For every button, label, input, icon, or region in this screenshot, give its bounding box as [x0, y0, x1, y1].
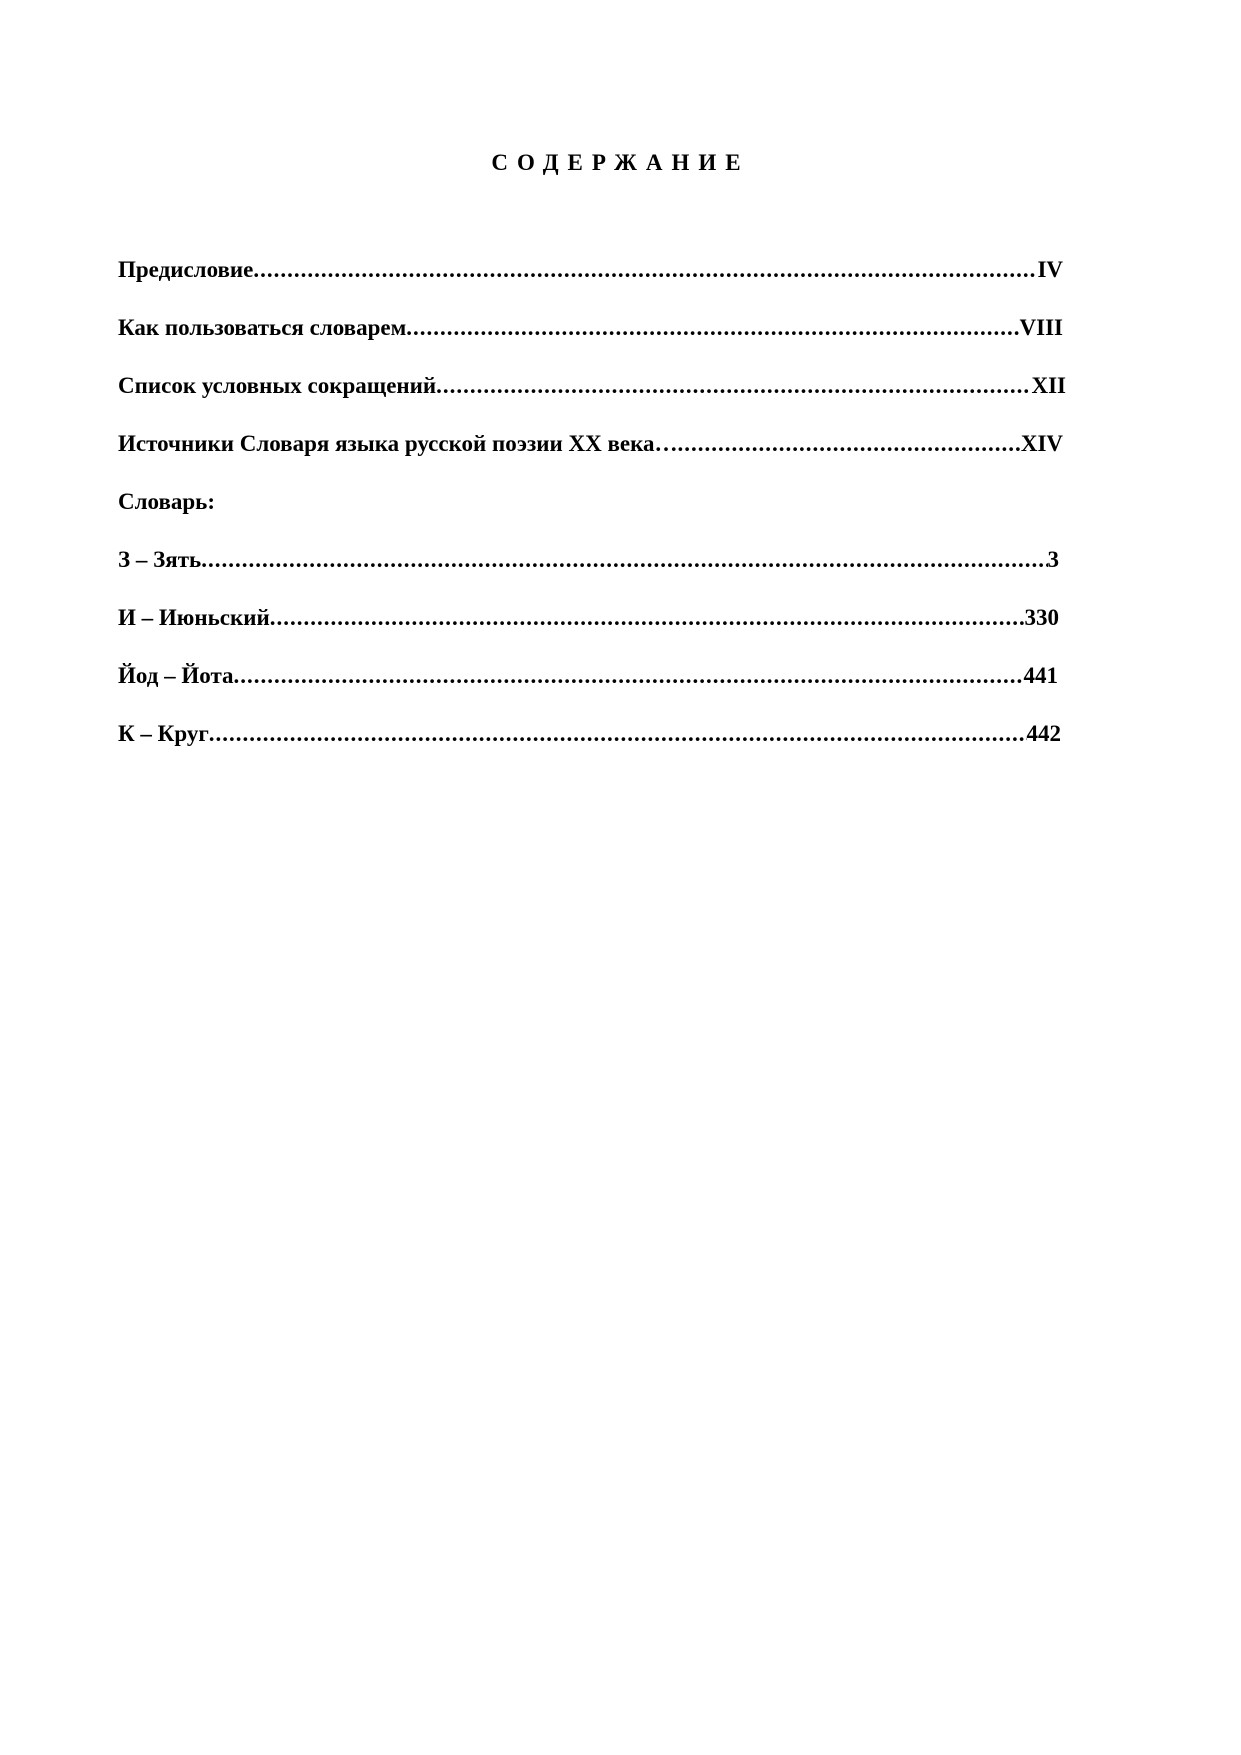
toc-entry-page: XIV: [1020, 431, 1063, 456]
toc-entry-abbreviations: [118, 371, 1066, 429]
toc-entry-preface: [118, 255, 1063, 313]
toc-entry-label: К – Круг: [118, 721, 209, 746]
toc-entry-page: 441: [1023, 663, 1058, 688]
toc-entry-label: Список условных сокращений: [118, 373, 437, 398]
toc-entry-dictionary: [118, 487, 1078, 545]
page-title: СОДЕРЖАНИЕ: [491, 150, 750, 175]
table-of-contents: [118, 255, 1078, 777]
toc-entry-k: [118, 719, 1061, 777]
toc-entry-label: Предисловие: [118, 257, 254, 282]
toc-entry-page: 442: [1026, 721, 1061, 746]
toc-entry-sources: [118, 429, 1063, 487]
dot-leader: [253, 255, 1037, 285]
toc-entry-page: XII: [1031, 373, 1066, 398]
toc-entry-page: IV: [1037, 257, 1063, 282]
toc-entry-z: [118, 545, 1059, 603]
dot-leader: [406, 313, 1019, 343]
toc-entry-label: Словарь:: [118, 489, 215, 514]
dot-leader: [436, 371, 1031, 401]
dot-leader: [678, 429, 1021, 459]
dot-leader: [209, 719, 1027, 749]
dot-leader: [201, 545, 1047, 575]
toc-entry-label: Как пользоваться словарем: [118, 315, 407, 340]
dot-leader: [270, 603, 1025, 633]
toc-entry-page: 3: [1047, 547, 1059, 572]
toc-entry-label: И – Июньский: [118, 605, 270, 630]
toc-entry-page: 330: [1024, 605, 1059, 630]
toc-entry-page: VIII: [1019, 315, 1063, 340]
toc-entry-i: [118, 603, 1059, 661]
toc-entry-label: Источники Словаря языка русской поэзии XX века…: [118, 431, 678, 456]
toc-entry-label: З – Зять: [118, 547, 202, 572]
toc-entry-iod: [118, 661, 1058, 719]
toc-entry-label: Йод – Йота: [118, 663, 234, 688]
dot-leader: [234, 661, 1024, 691]
toc-entry-how-to-use: [118, 313, 1063, 371]
